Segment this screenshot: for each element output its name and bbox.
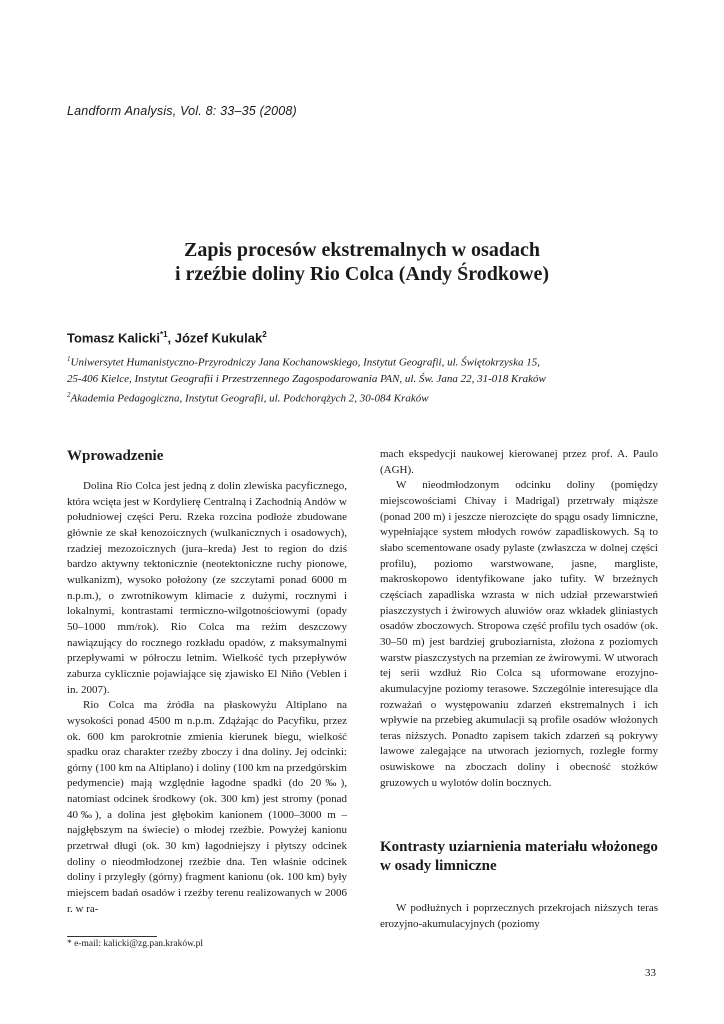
author-separator: , [167,330,175,346]
author-affiliation-marker: 2 [262,330,267,339]
affiliation-1-line-1 [67,351,667,371]
body-paragraph: Dolina Rio Colca jest jedną z dolin zlewiska pacyficznego, która wcięta jest w Kordylierę Centralną i Zachodnią Andów w południowej części Peru. Rzeka rozcina podłoże zbudowane głównie ze skał kenozoicznych (wulkanicznych i osadowych), rzadziej mezozoicznych (jura–kreda) Jest to region do dziś bardzo aktywny tektonicznie (neotektoniczne ruchy pionowe, wulkanizm), wysoko położony (ze szczytami ponad 6000 m n.p.m.), o zwrotnikowym klimacie z dużymi, rocznymi i lokalnymi, kontrastami termiczno-wilgotnościowymi (opady 50–1000 mm/rok). Rio Colca ma reżim deszczowy nawiązujący do rocznego rozkładu opadów, z maksymalnymi przepływami w półroczu letnim. Wielkość tych przepływów zaburza cyklicznie pojawiające się zjawisko El Niño (Veblen i in. 2007). [67,480,347,696]
left-column [67,447,347,917]
footnote-email: * e-mail: kalicki@zg.pan.kraków.pl [67,939,204,949]
affiliation-text: Uniwersytet Humanistyczno-Przyrodniczy Jana Kochanowskiego, Instytut Geografii, ul. Świętokrzyska 15, [70,356,540,369]
section-heading-grain-size-contrasts: Kontrasty uziarnienia materiału włożonego w osady limniczne [380,839,658,875]
author-name: Tomasz Kalicki [67,330,160,346]
footnote-divider [67,936,157,937]
section-heading-introduction: Wprowadzenie [67,448,164,464]
affiliations [67,351,667,406]
author-affiliation-marker: *1 [159,330,168,339]
affiliation-text: Akademia Pedagogiczna, Instytut Geografii, ul. Podchorążych 2, 30-084 Kraków [70,392,429,405]
body-paragraph: Rio Colca ma źródła na płaskowyżu Altiplano na wysokości ponad 4500 m n.p.m. Zdążając do Pacyfiku, przez ok. 600 km parokrotnie zmienia kierunek biegu, wielkość spadku oraz charakter rzeźby zboczy i dna doliny. Jej odcinki: górny (100 km na Altiplano) i doliny (100 km na przedgórskim pedymencie) mają względnie łagodne spadki (do 20‰), natomiast odcinek środkowy (ok. 300 km) jest stromy (ponad 40‰), a dolina jest głębokim kanionem (1000–3000 m – najgłębszym na świecie) o młodej rzeźbie. Powyżej kanionu przetrwał długi (ok. 30 km) łagodniejszy i płytszy odcinek doliny o nieodmłodzonej rzeźbie dna. Ten właśnie odcinek doliny i przyległy (górny) fragment kanionu (ok. 100 km) były miejscem badań osadów i rzeźby terenu realizowanych w 2006 r. w ra- [67,699,347,915]
affiliation-1-line-2: 25-406 Kielce, Instytut Geografii i Przestrzennego Zagospodarowania PAN, ul. Św. Jana 22, 31-018 Kraków [67,372,546,385]
paper-title [0,238,724,286]
author-list [67,330,267,345]
title-line-2: i rzeźbie doliny Rio Colca (Andy Środkowe) [174,263,550,285]
body-paragraph-continued: mach ekspedycji naukowej kierowanej przez prof. A. Paulo (AGH). [380,448,658,476]
affiliation-marker: 2 [67,390,71,399]
body-paragraph: W podłużnych i poprzecznych przekrojach niższych teras erozyjno-akumulacyjnych (poziomy [380,902,658,931]
author-name: Józef Kukulak [174,330,263,346]
title-line-1: Zapis procesów ekstremalnych w osadach [184,239,540,261]
right-column [380,447,658,933]
page-number: 33 [645,967,656,979]
journal-citation: Landform Analysis, Vol. 8: 33–35 (2008) [67,104,297,118]
affiliation-marker: 1 [67,355,71,363]
body-paragraph: W nieodmłodzonym odcinku doliny (pomiędzy miejscowościami Chivay i Madrigal) przetrwały miąższe (ponad 200 m) i jeszcze nierozcięte do spągu osady limniczne, wypełniające system młodych rowów zapadliskowych. Są to słabo scementowane osady pylaste (zwłaszcza w dolnej części profilu), poziomo warstwowane, jasne, margliste, makroskopowo identyfikowane jako tufity. W brzeżnych częściach zapadliska wzrasta w nich udział przewarstwień piaszczystych i żwirowych aluwiów oraz wkładek gliniastych osadów zboczowych. Stropowa część profilu tych osadów (ok. 30–50 m) jest bardziej gruboziarnista, złożona z poziomych warstw piaszczystych na przemian ze żwirowymi. W utworach tej serii wzdłuż Rio Colca są uformowane erozyjno-akumulacyjne poziomy terasowe. Szczególnie interesujące dla rozważań o występowaniu zdarzeń ekstremalnych i ich wpływie na przebieg akumulacji są profile osadów włożonych teras niższych. Ponadto zapisem takich zdarzeń są pokrywy lawowe zalegające na utworach jeziornych, rozległe formy osuwiskowe na zboczach doliny i obecność stożków gruzowych u wylotów dolin bocznych. [380,479,658,789]
affiliation-2 [67,387,667,407]
